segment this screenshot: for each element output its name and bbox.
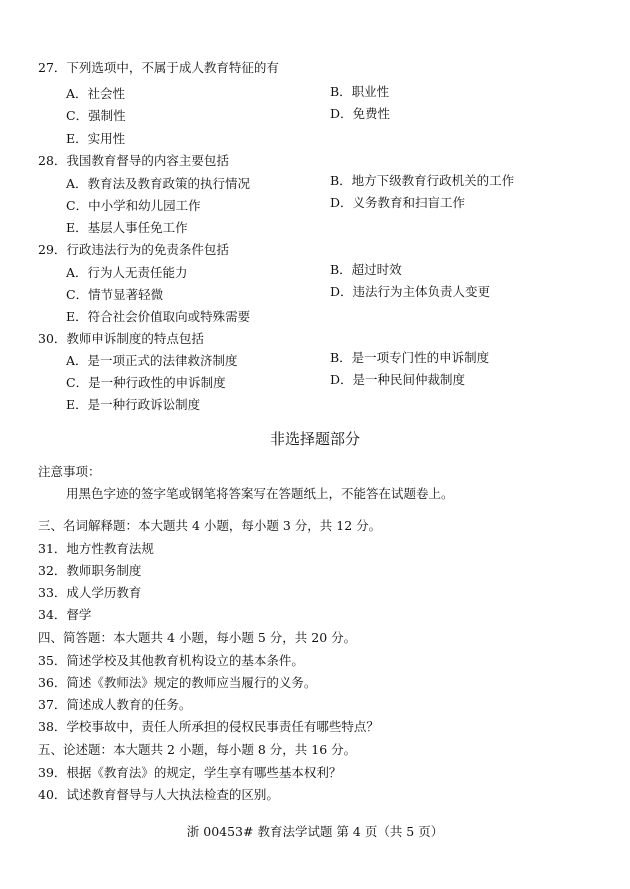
question-29-stem: 29．行政违法行为的免责条件包括	[38, 242, 229, 257]
question-40: 40．试述教育督导与人大执法检查的区别。	[38, 787, 279, 802]
question-30-option-b: B．是一项专门性的申诉制度	[330, 350, 490, 365]
question-29-option-e: E．符合社会价值取向或特殊需要	[66, 309, 251, 324]
question-36: 36．简述《教师法》规定的教师应当履行的义务。	[38, 675, 317, 690]
question-27-stem: 27．下列选项中，不属于成人教育特征的有	[38, 60, 279, 75]
question-27-option-b: B．职业性	[330, 84, 390, 99]
question-27-option-e: E．实用性	[66, 131, 126, 146]
question-33: 33．成人学历教育	[38, 585, 142, 600]
question-27-option-c: C．强制性	[66, 108, 126, 123]
question-37: 37．简述成人教育的任务。	[38, 697, 192, 712]
notice-text: 用黑色字迹的签字笔或钢笔将答案写在答题纸上，不能答在试题卷上。	[66, 486, 454, 501]
question-29-option-a: A．行为人无责任能力	[66, 265, 188, 280]
question-29-option-d: D．违法行为主体负责人变更	[330, 284, 491, 299]
question-30-option-e: E．是一种行政诉讼制度	[66, 397, 201, 412]
question-31: 31．地方性教育法规	[38, 541, 154, 556]
question-30-stem: 30．教师申诉制度的特点包括	[38, 331, 204, 346]
question-30-option-d: D．是一种民间仲裁制度	[330, 372, 466, 387]
part-4-heading: 四、简答题：本大题共 4 小题，每小题 5 分，共 20 分。	[38, 630, 357, 645]
question-32: 32．教师职务制度	[38, 563, 142, 578]
question-28-option-c: C．中小学和幼儿园工作	[66, 198, 201, 213]
question-28-stem: 28．我国教育督导的内容主要包括	[38, 153, 229, 168]
question-35: 35．简述学校及其他教育机构设立的基本条件。	[38, 653, 304, 668]
page-footer: 浙 00453# 教育法学试题 第 4 页（共 5 页）	[186, 824, 444, 839]
question-39: 39．根据《教育法》的规定，学生享有哪些基本权利？	[38, 765, 342, 780]
question-38: 38．学校事故中，责任人所承担的侵权民事责任有哪些特点？	[38, 719, 379, 734]
question-27-option-d: D．免费性	[330, 106, 391, 121]
question-29-option-b: B．超过时效	[330, 262, 402, 277]
question-29-option-c: C．情节显著轻微	[66, 287, 164, 302]
question-28-option-e: E．基层人事任免工作	[66, 220, 188, 235]
section-title: 非选择题部分	[269, 430, 360, 448]
question-27-option-a: A．社会性	[66, 86, 126, 101]
part-3-heading: 三、名词解释题：本大题共 4 小题，每小题 3 分，共 12 分。	[38, 518, 382, 533]
question-30-option-a: A．是一项正式的法律救济制度	[66, 353, 238, 368]
notice-label: 注意事项：	[38, 464, 101, 479]
question-28-option-d: D．义务教育和扫盲工作	[330, 195, 466, 210]
question-34: 34．督学	[38, 607, 92, 622]
question-30-option-c: C．是一种行政性的申诉制度	[66, 375, 226, 390]
question-28-option-a: A．教育法及教育政策的执行情况	[66, 176, 251, 191]
part-5-heading: 五、论述题：本大题共 2 小题，每小题 8 分，共 16 分。	[38, 742, 357, 757]
question-28-option-b: B．地方下级教育行政机关的工作	[330, 173, 515, 188]
